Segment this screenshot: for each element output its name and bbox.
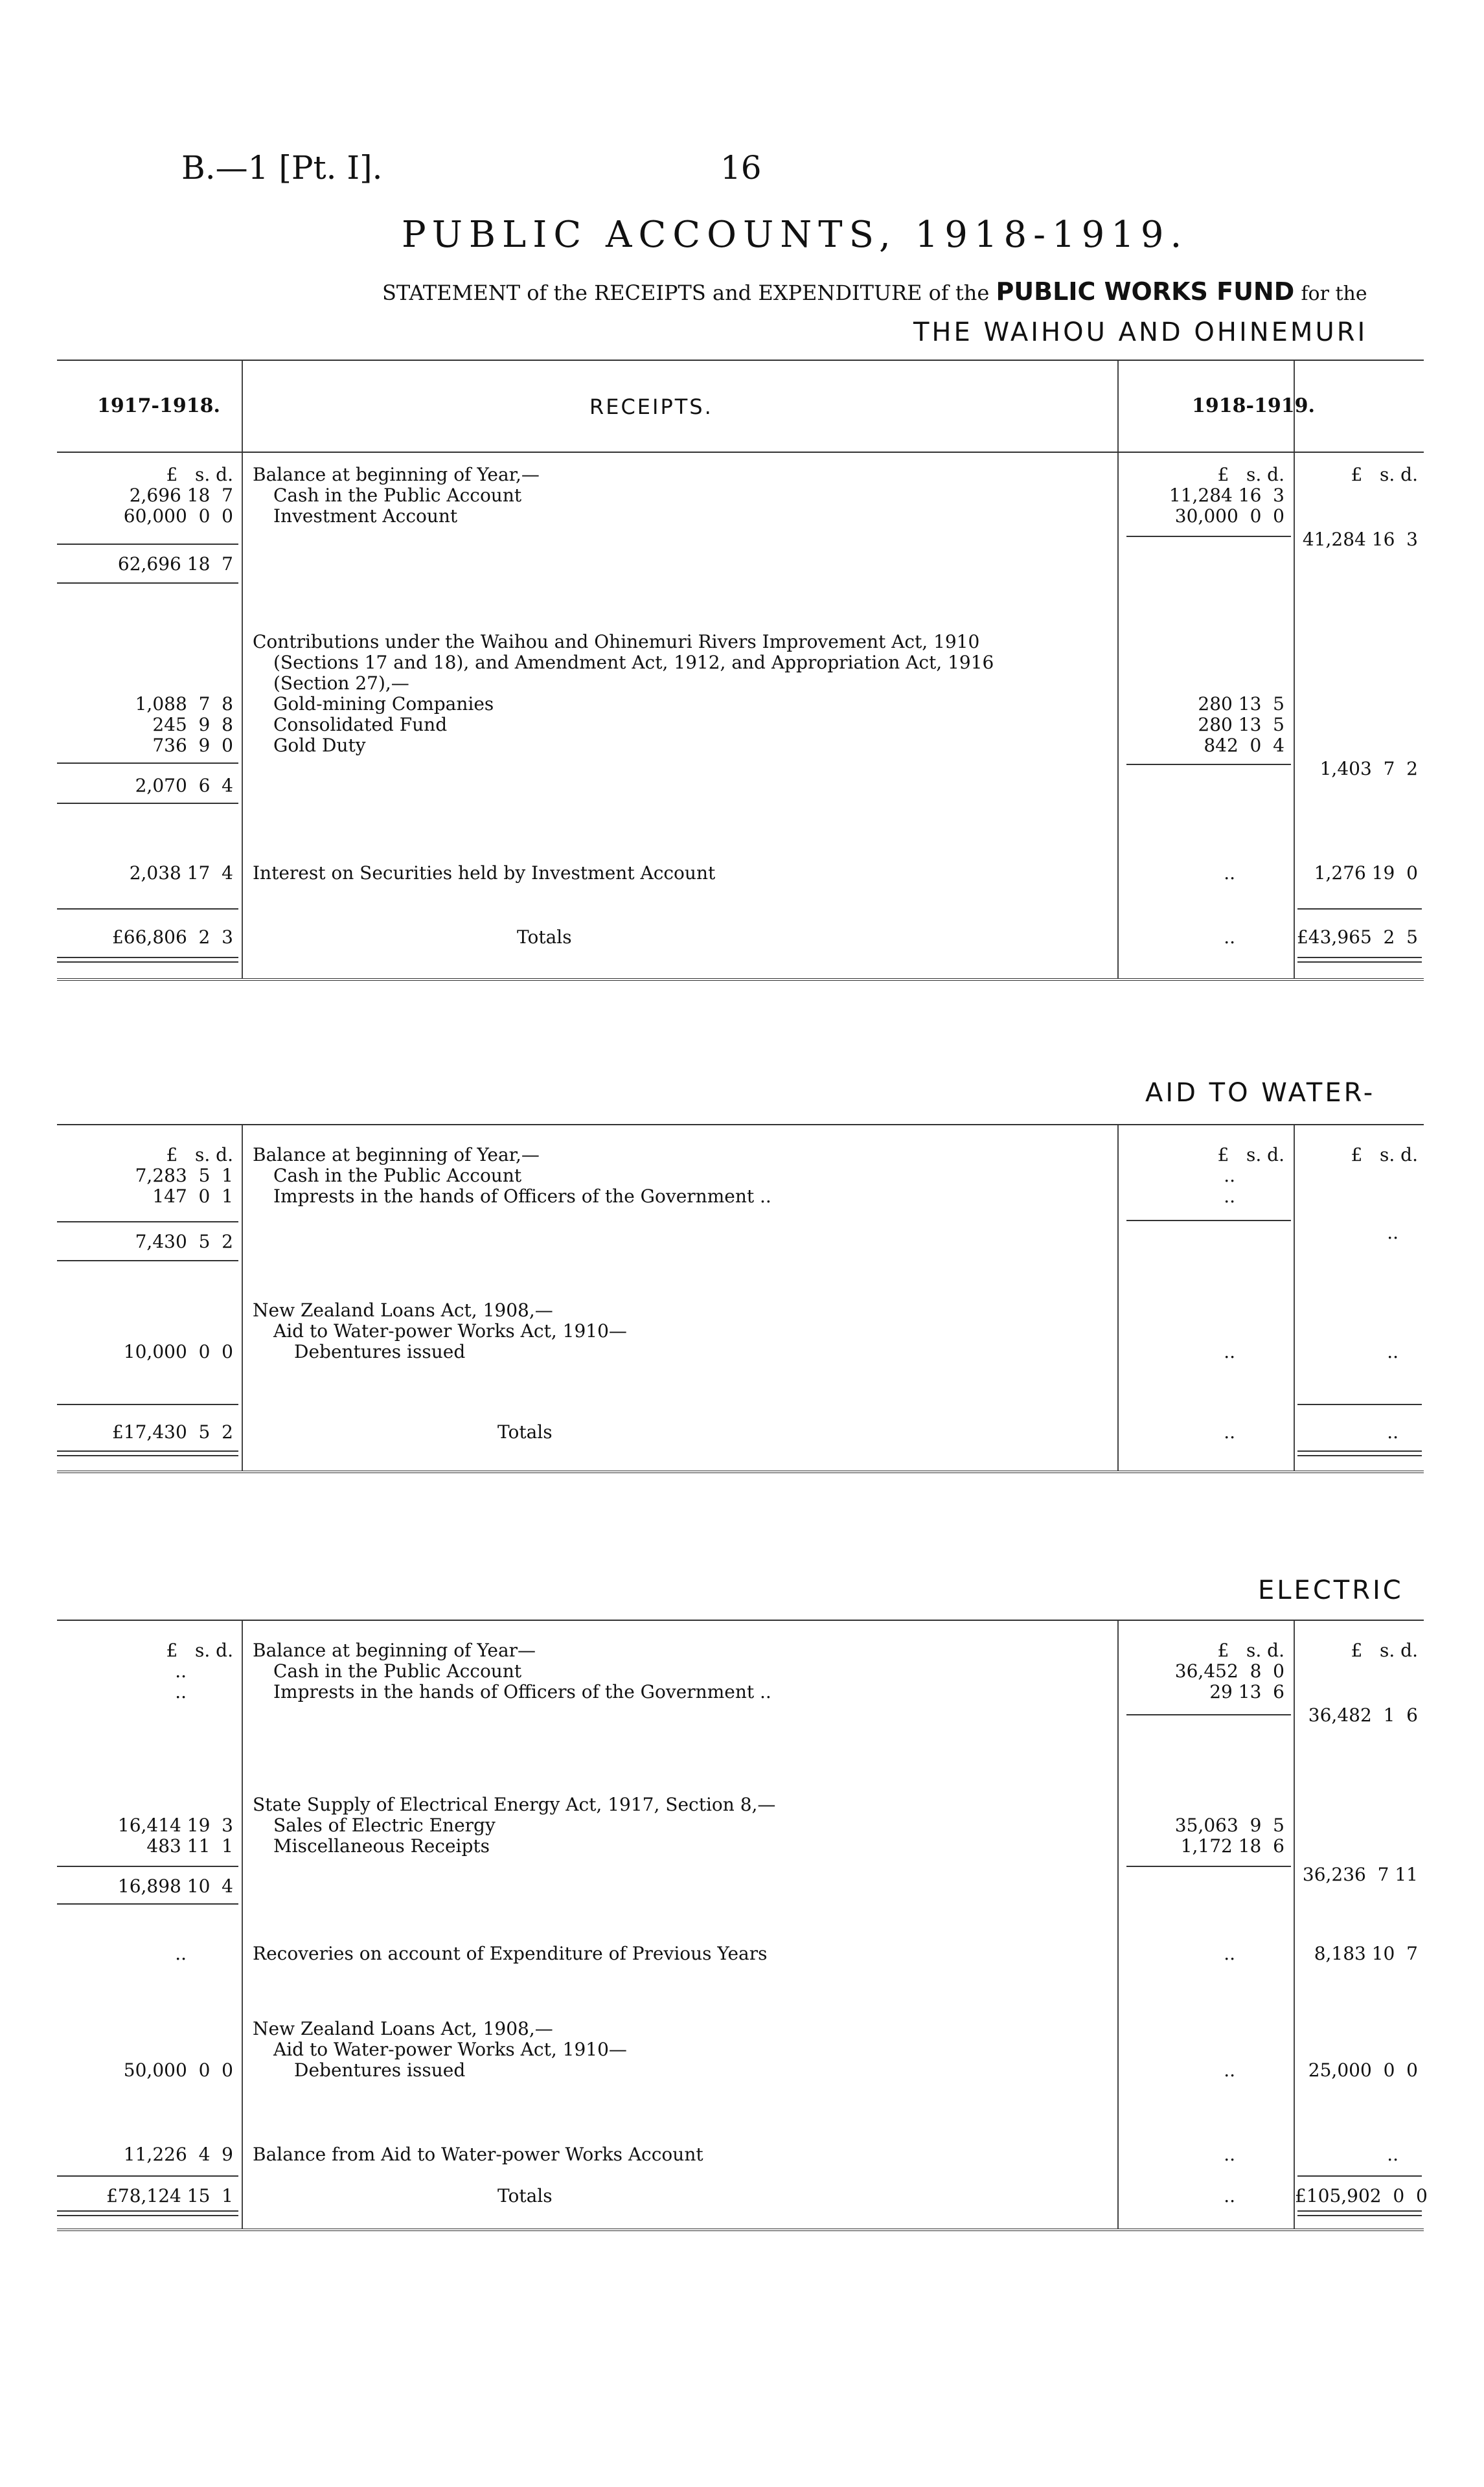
cash-curr: .. <box>1224 1165 1235 1186</box>
contrib-curr-total: 1,403 7 2 <box>1319 758 1418 779</box>
currency-head: £ s. d. <box>1217 464 1284 485</box>
cash-label: Cash in the Public Account <box>273 1165 522 1186</box>
debentures-curr-detail: .. <box>1224 1341 1235 1362</box>
statement-subtitle <box>382 277 1367 306</box>
subtotal-rule <box>1126 764 1291 765</box>
loans-line-2: Aid to Water-power Works Act, 1910— <box>273 1320 627 1342</box>
interest-prev: 2,038 17 4 <box>129 862 233 884</box>
imprests-curr: 29 13 6 <box>1209 1681 1284 1702</box>
balance-curr-total: 41,284 16 3 <box>1302 529 1418 550</box>
totals-prev: £78,124 15 1 <box>106 2185 233 2206</box>
total-double-rule <box>1297 2210 1422 2216</box>
subtitle-part-a: STATEMENT of the RECEIPTS and EXPENDITURE of the <box>382 281 990 305</box>
total-double-rule <box>1297 1450 1422 1456</box>
subtotal-rule <box>1126 1866 1291 1867</box>
imprests-prev: .. <box>175 1681 187 1702</box>
loans-line-1: New Zealand Loans Act, 1908,— <box>253 2018 553 2039</box>
totals-curr-detail: .. <box>1224 1421 1235 1443</box>
total-rule <box>1297 908 1422 910</box>
cash-label: Cash in the Public Account <box>273 485 522 506</box>
document-reference: B.—1 [Pt. I]. <box>181 149 383 187</box>
consolidated-label: Consolidated Fund <box>273 714 448 735</box>
currency-head: £ s. d. <box>1217 1144 1284 1165</box>
debentures-label: Debentures issued <box>294 2059 466 2081</box>
header-receipts: RECEIPTS. <box>589 395 713 419</box>
recoveries-prev: .. <box>175 1943 187 1964</box>
col-description <box>243 1621 1119 2229</box>
consolidated-curr: 280 13 5 <box>1198 714 1284 735</box>
currency-head: £ s. d. <box>166 464 233 485</box>
subtotal-rule <box>57 544 238 545</box>
total-rule <box>57 2175 238 2177</box>
misc-label: Miscellaneous Receipts <box>273 1835 490 1857</box>
cash-label: Cash in the Public Account <box>273 1660 522 1682</box>
col-current-detail <box>1119 361 1295 978</box>
header-prev-year: 1917-1918. <box>97 395 220 417</box>
debentures-curr: 25,000 0 0 <box>1308 2059 1418 2081</box>
page-number: 16 <box>720 149 762 187</box>
subtotal-rule <box>1126 1714 1291 1715</box>
waihou-receipts-table <box>57 360 1424 981</box>
aid-water-table <box>57 1124 1424 1473</box>
totals-label: Totals <box>497 1421 553 1443</box>
investment-label: Investment Account <box>273 505 458 527</box>
cash-curr: 11,284 16 3 <box>1169 485 1284 506</box>
imprests-prev: 147 0 1 <box>152 1186 233 1207</box>
currency-head: £ s. d. <box>1351 464 1418 485</box>
currency-head: £ s. d. <box>1351 1640 1418 1661</box>
cash-prev: 2,696 18 7 <box>129 485 233 506</box>
totals-curr: £43,965 2 5 <box>1296 926 1418 948</box>
gold-duty-label: Gold Duty <box>273 735 366 756</box>
investment-prev: 60,000 0 0 <box>123 505 233 527</box>
sales-curr: 35,063 9 5 <box>1174 1815 1284 1836</box>
totals-curr-detail: .. <box>1224 2185 1235 2206</box>
cash-curr: 36,452 8 0 <box>1174 1660 1284 1682</box>
total-double-rule <box>57 957 238 963</box>
loans-line-1: New Zealand Loans Act, 1908,— <box>253 1300 553 1321</box>
cash-prev: 7,283 5 1 <box>135 1165 233 1186</box>
total-rule <box>57 1404 238 1405</box>
misc-prev: 483 11 1 <box>146 1835 233 1857</box>
col-prev-year <box>57 1621 243 2229</box>
transfer-curr-detail: .. <box>1224 2144 1235 2165</box>
subtotal-rule <box>1126 536 1291 537</box>
interest-label: Interest on Securities held by Investment Account <box>253 862 716 884</box>
col-current-total <box>1295 1125 1424 1471</box>
imprests-curr: .. <box>1224 1186 1235 1207</box>
gold-mining-prev: 1,088 7 8 <box>135 693 233 715</box>
gold-mining-curr: 280 13 5 <box>1198 693 1284 715</box>
balance-heading: Balance at beginning of Year,— <box>253 1144 540 1165</box>
totals-label: Totals <box>497 2185 553 2206</box>
totals-curr-detail: .. <box>1224 926 1235 948</box>
cash-prev: .. <box>175 1660 187 1682</box>
interest-curr: 1,276 19 0 <box>1314 862 1418 884</box>
transfer-curr: .. <box>1387 2144 1398 2165</box>
debentures-prev: 50,000 0 0 <box>123 2059 233 2081</box>
consolidated-prev: 245 9 8 <box>152 714 233 735</box>
total-double-rule <box>57 1450 238 1456</box>
balance-curr-total: .. <box>1387 1222 1398 1243</box>
sales-label: Sales of Electric Energy <box>273 1815 496 1836</box>
totals-curr: £105,902 0 0 <box>1295 2185 1428 2206</box>
balance-prev-total: 62,696 18 7 <box>117 553 233 575</box>
subtotal-rule <box>57 1221 238 1222</box>
totals-label: Totals <box>517 926 572 948</box>
transfer-prev: 11,226 4 9 <box>123 2144 233 2165</box>
recoveries-curr-detail: .. <box>1224 1943 1235 1964</box>
subtotal-rule <box>57 762 238 764</box>
subtotal-rule <box>1126 1220 1291 1221</box>
totals-prev: £66,806 2 3 <box>111 926 233 948</box>
debentures-curr-detail: .. <box>1224 2059 1235 2081</box>
col-prev-year <box>57 361 243 978</box>
contrib-prev-total: 2,070 6 4 <box>135 775 233 796</box>
total-rule <box>1297 2175 1422 2177</box>
section-title-waihou: THE WAIHOU AND OHINEMURI <box>913 317 1368 347</box>
currency-head: £ s. d. <box>1217 1640 1284 1661</box>
contrib-line-1: Contributions under the Waihou and Ohinemuri Rivers Improvement Act, 1910 <box>253 631 980 652</box>
supply-heading: State Supply of Electrical Energy Act, 1917, Section 8,— <box>253 1794 776 1815</box>
balance-heading: Balance at beginning of Year— <box>253 1640 536 1661</box>
imprests-label: Imprests in the hands of Officers of the Government .. <box>273 1186 771 1207</box>
page-title: PUBLIC ACCOUNTS, 1918-1919. <box>402 214 1189 256</box>
supply-prev-total: 16,898 10 4 <box>117 1875 233 1897</box>
gold-mining-label: Gold-mining Companies <box>273 693 494 715</box>
subtotal-rule <box>57 803 238 804</box>
balance-heading: Balance at beginning of Year,— <box>253 464 540 485</box>
total-rule <box>1297 1404 1422 1405</box>
col-current-detail <box>1119 1621 1295 2229</box>
table-header-row <box>57 361 1424 453</box>
imprests-label: Imprests in the hands of Officers of the Government .. <box>273 1681 771 1702</box>
subtotal-rule <box>57 1260 238 1261</box>
header-current-year: 1918-1919. <box>1192 395 1315 417</box>
section-title-aid-water: AID TO WATER- <box>1145 1078 1376 1108</box>
investment-curr: 30,000 0 0 <box>1174 505 1284 527</box>
misc-curr: 1,172 18 6 <box>1180 1835 1284 1857</box>
total-double-rule <box>1297 957 1422 963</box>
currency-head: £ s. d. <box>166 1640 233 1661</box>
currency-head: £ s. d. <box>1351 1144 1418 1165</box>
balance-prev-total: 7,430 5 2 <box>135 1231 233 1252</box>
col-current-total <box>1295 361 1424 978</box>
totals-prev: £17,430 5 2 <box>111 1421 233 1443</box>
debentures-label: Debentures issued <box>294 1341 466 1362</box>
gold-duty-curr: 842 0 4 <box>1204 735 1284 756</box>
debentures-prev: 10,000 0 0 <box>123 1341 233 1362</box>
subtitle-fund-name: PUBLIC WORKS FUND <box>996 277 1295 306</box>
subtitle-part-c: for the <box>1301 282 1367 305</box>
sales-prev: 16,414 19 3 <box>117 1815 233 1836</box>
contrib-line-2: (Sections 17 and 18), and Amendment Act, 1912, and Appropriation Act, 1916 <box>273 652 994 673</box>
recoveries-label: Recoveries on account of Expenditure of Previous Years <box>253 1943 768 1964</box>
balance-curr-total: 36,482 1 6 <box>1308 1704 1418 1726</box>
recoveries-curr: 8,183 10 7 <box>1314 1943 1418 1964</box>
transfer-label: Balance from Aid to Water-power Works Account <box>253 2144 703 2165</box>
supply-curr-total: 36,236 7 11 <box>1302 1864 1418 1885</box>
gold-duty-prev: 736 9 0 <box>152 735 233 756</box>
total-rule <box>57 908 238 910</box>
debentures-curr: .. <box>1387 1341 1398 1362</box>
electric-table <box>57 1620 1428 2231</box>
subtotal-rule <box>57 1866 238 1867</box>
loans-line-2: Aid to Water-power Works Act, 1910— <box>273 2039 627 2060</box>
subtotal-rule <box>57 582 238 584</box>
currency-head: £ s. d. <box>166 1144 233 1165</box>
interest-curr-detail: .. <box>1224 862 1235 884</box>
total-double-rule <box>57 2210 238 2216</box>
section-title-electric: ELECTRIC <box>1258 1576 1404 1605</box>
subtotal-rule <box>57 1903 238 1905</box>
contrib-line-3: (Section 27),— <box>273 672 409 694</box>
totals-curr: .. <box>1387 1421 1398 1443</box>
